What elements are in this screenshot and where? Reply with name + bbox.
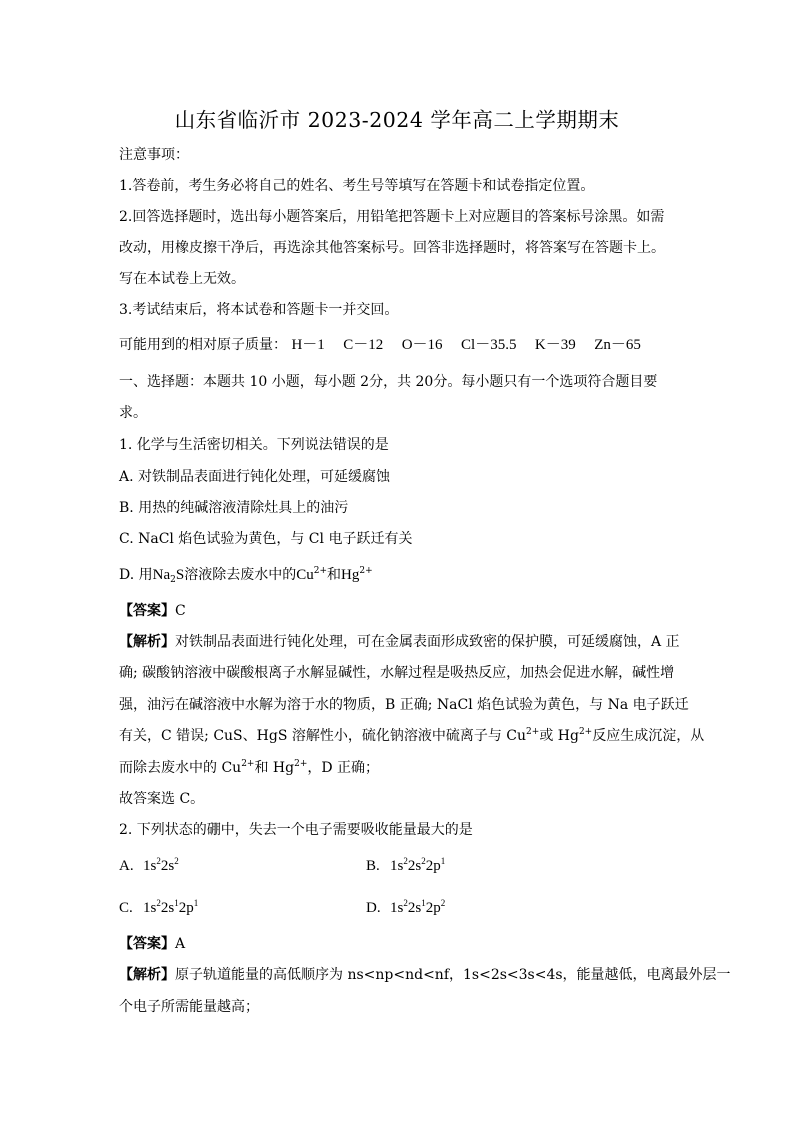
q1-conclusion: 故答案选 C。 — [119, 791, 205, 807]
atomic-mass-h: H－1 — [291, 337, 325, 353]
q1-option-c: C. NaCl 焰色试验为黄色，与 Cl 电子跃迁有关 — [119, 531, 413, 547]
notice-item-3: 3.考试结束后，将本试卷和答题卡一并交回。 — [119, 302, 399, 318]
q2-option-b — [366, 857, 445, 875]
q1-analysis-line-1 — [119, 633, 680, 651]
q2-analysis-line-1 — [119, 966, 731, 984]
q1-analysis-4-mid: 或 Hg — [539, 728, 579, 744]
q2-stem: 2. 下列状态的硼中，失去一个电子需要吸收能量最大的是 — [119, 822, 473, 838]
q2-a-orbital-2: 2s — [160, 858, 175, 874]
section-1-heading-line-1: 一、选择题：本题共 10 小题，每小题 2分，共 20分。每小题只有一个选项符合题目要 — [119, 374, 658, 390]
q1-analysis-line-4 — [119, 727, 704, 745]
atomic-mass-o: O－16 — [401, 337, 443, 353]
q1-option-d-cu: Cu — [296, 567, 314, 583]
q2-a-orbital-1: 1s — [143, 858, 157, 874]
q1-option-d-hg: Hg — [341, 567, 360, 583]
q1-answer-label: 【答案】 — [119, 603, 175, 619]
q2-d-count-1: 2 — [403, 898, 408, 908]
notice-item-2-line-1: 2.回答选择题时，选出每小题答案后，用铅笔把答题卡上对应题目的答案标号涂黑。如需 — [119, 209, 665, 225]
q1-analysis-4-charge-2: 2+ — [578, 727, 593, 737]
q2-option-a — [119, 857, 179, 875]
q1-answer — [119, 602, 186, 620]
atomic-mass-line — [119, 336, 641, 354]
q2-option-d-letter: D. — [366, 900, 381, 916]
q1-analysis-5-mid: 和 Hg — [254, 760, 295, 776]
q1-analysis-5-pre: 而除去废水中的 Cu — [119, 760, 242, 776]
q1-option-d-prefix: D. 用 — [119, 567, 153, 583]
q1-analysis-4-pre: 有关，C 错误; CuS、HgS 溶解性小，硫化钠溶液中硫离子与 Cu — [119, 728, 527, 744]
q2-a-count-1: 2 — [156, 856, 161, 866]
q1-option-a: A. 对铁制品表面进行钝化处理，可延缓腐蚀 — [119, 469, 391, 485]
q2-c-orbital-2: 2s — [160, 900, 175, 916]
atomic-mass-c: C－12 — [343, 337, 384, 353]
q1-option-d-na: Na — [152, 567, 171, 583]
q2-answer-label: 【答案】 — [119, 936, 175, 952]
q1-analysis-line-3: 强，油污在碱溶液中水解为溶于水的物质，B 正确; NaCl 焰色试验为黄色，与 Na 电子跃迁 — [119, 697, 689, 713]
q2-d-orbital-2: 2s — [407, 900, 422, 916]
q1-option-d-subscript: 2 — [170, 575, 176, 585]
q2-analysis-label: 【解析】 — [119, 967, 175, 983]
q1-analysis-5-post: ，D 正确； — [307, 760, 380, 776]
q2-d-count-3: 2 — [440, 898, 446, 908]
q1-answer-value: C — [175, 603, 186, 619]
q1-option-d-middle: 溶液除去废水中的 — [184, 567, 297, 583]
atomic-mass-cl: Cl－35.5 — [461, 337, 517, 353]
atomic-mass-zn: Zn－65 — [594, 337, 641, 353]
q2-b-count-3: 1 — [440, 856, 446, 866]
q2-c-count-2: 1 — [174, 898, 179, 908]
notice-item-2-line-3: 写在本试卷上无效。 — [119, 271, 245, 287]
q2-c-count-3: 1 — [193, 898, 199, 908]
page-title: 山东省临沂市 2023-2024 学年高二上学期期末 — [174, 108, 620, 132]
q2-answer — [119, 935, 185, 953]
q1-analysis-5-charge-1: 2+ — [241, 759, 255, 769]
q1-analysis-line-5 — [119, 759, 379, 777]
q2-option-a-letter: A. — [119, 858, 134, 874]
q2-c-orbital-1: 1s — [143, 900, 157, 916]
q1-analysis-line-2: 确; 碳酸钠溶液中碳酸根离子水解显碱性，水解过程是吸热反应，加热会促进水解，碱性增 — [119, 665, 675, 681]
q2-c-orbital-3: 2p — [178, 900, 194, 916]
atomic-mass-k: K－39 — [534, 337, 576, 353]
q2-analysis-text-1: 原子轨道能量的高低顺序为 ns<np<nd<nf，1s<2s<3s<4s，能量越低，电离最外层一 — [175, 967, 731, 983]
atomic-mass-label: 可能用到的相对原子质量： — [119, 337, 287, 353]
q1-option-d-and: 和 — [327, 567, 342, 583]
q1-analysis-label: 【解析】 — [119, 634, 175, 650]
q1-option-b: B. 用热的纯碱溶液清除灶具上的油污 — [119, 500, 349, 516]
q1-option-d-s: S — [175, 567, 185, 583]
notice-item-2-line-2: 改动，用橡皮擦干净后，再选涂其他答案标号。回答非选择题时，将答案写在答题卡上。 — [119, 240, 665, 256]
q2-d-orbital-3: 2p — [425, 900, 441, 916]
q2-option-b-letter: B. — [366, 858, 380, 874]
q1-analysis-text-1: 对铁制品表面进行钝化处理，可在金属表面形成致密的保护膜，可延缓腐蚀，A 正 — [175, 634, 680, 650]
q2-option-c-letter: C. — [119, 900, 133, 916]
q2-d-count-2: 1 — [421, 898, 426, 908]
q2-analysis-line-2: 个电子所需能量越高； — [119, 999, 259, 1015]
q1-stem: 1. 化学与生活密切相关。下列说法错误的是 — [119, 437, 389, 453]
q2-c-count-1: 2 — [156, 898, 161, 908]
q1-analysis-4-post: 反应生成沉淀，从 — [592, 728, 705, 744]
section-1-heading-line-2: 求。 — [119, 405, 147, 421]
q1-option-d — [119, 566, 373, 584]
q2-b-count-2: 2 — [421, 856, 426, 866]
q2-b-orbital-1: 1s — [390, 858, 404, 874]
q2-d-orbital-1: 1s — [390, 900, 404, 916]
q2-b-orbital-3: 2p — [425, 858, 441, 874]
q2-answer-value: A — [175, 936, 186, 952]
q2-a-count-2: 2 — [174, 856, 179, 866]
q2-option-d — [366, 899, 445, 917]
q1-option-d-cu-charge: 2+ — [313, 566, 328, 576]
q1-analysis-5-charge-2: 2+ — [294, 759, 308, 769]
notice-heading: 注意事项： — [119, 147, 189, 163]
notice-item-1: 1.答卷前，考生务必将自己的姓名、考生号等填写在答题卡和试卷指定位置。 — [119, 178, 595, 194]
q2-b-count-1: 2 — [403, 856, 408, 866]
q1-analysis-4-charge-1: 2+ — [526, 727, 540, 737]
q1-option-d-hg-charge: 2+ — [359, 566, 373, 576]
q2-option-c — [119, 899, 198, 917]
q2-b-orbital-2: 2s — [407, 858, 422, 874]
